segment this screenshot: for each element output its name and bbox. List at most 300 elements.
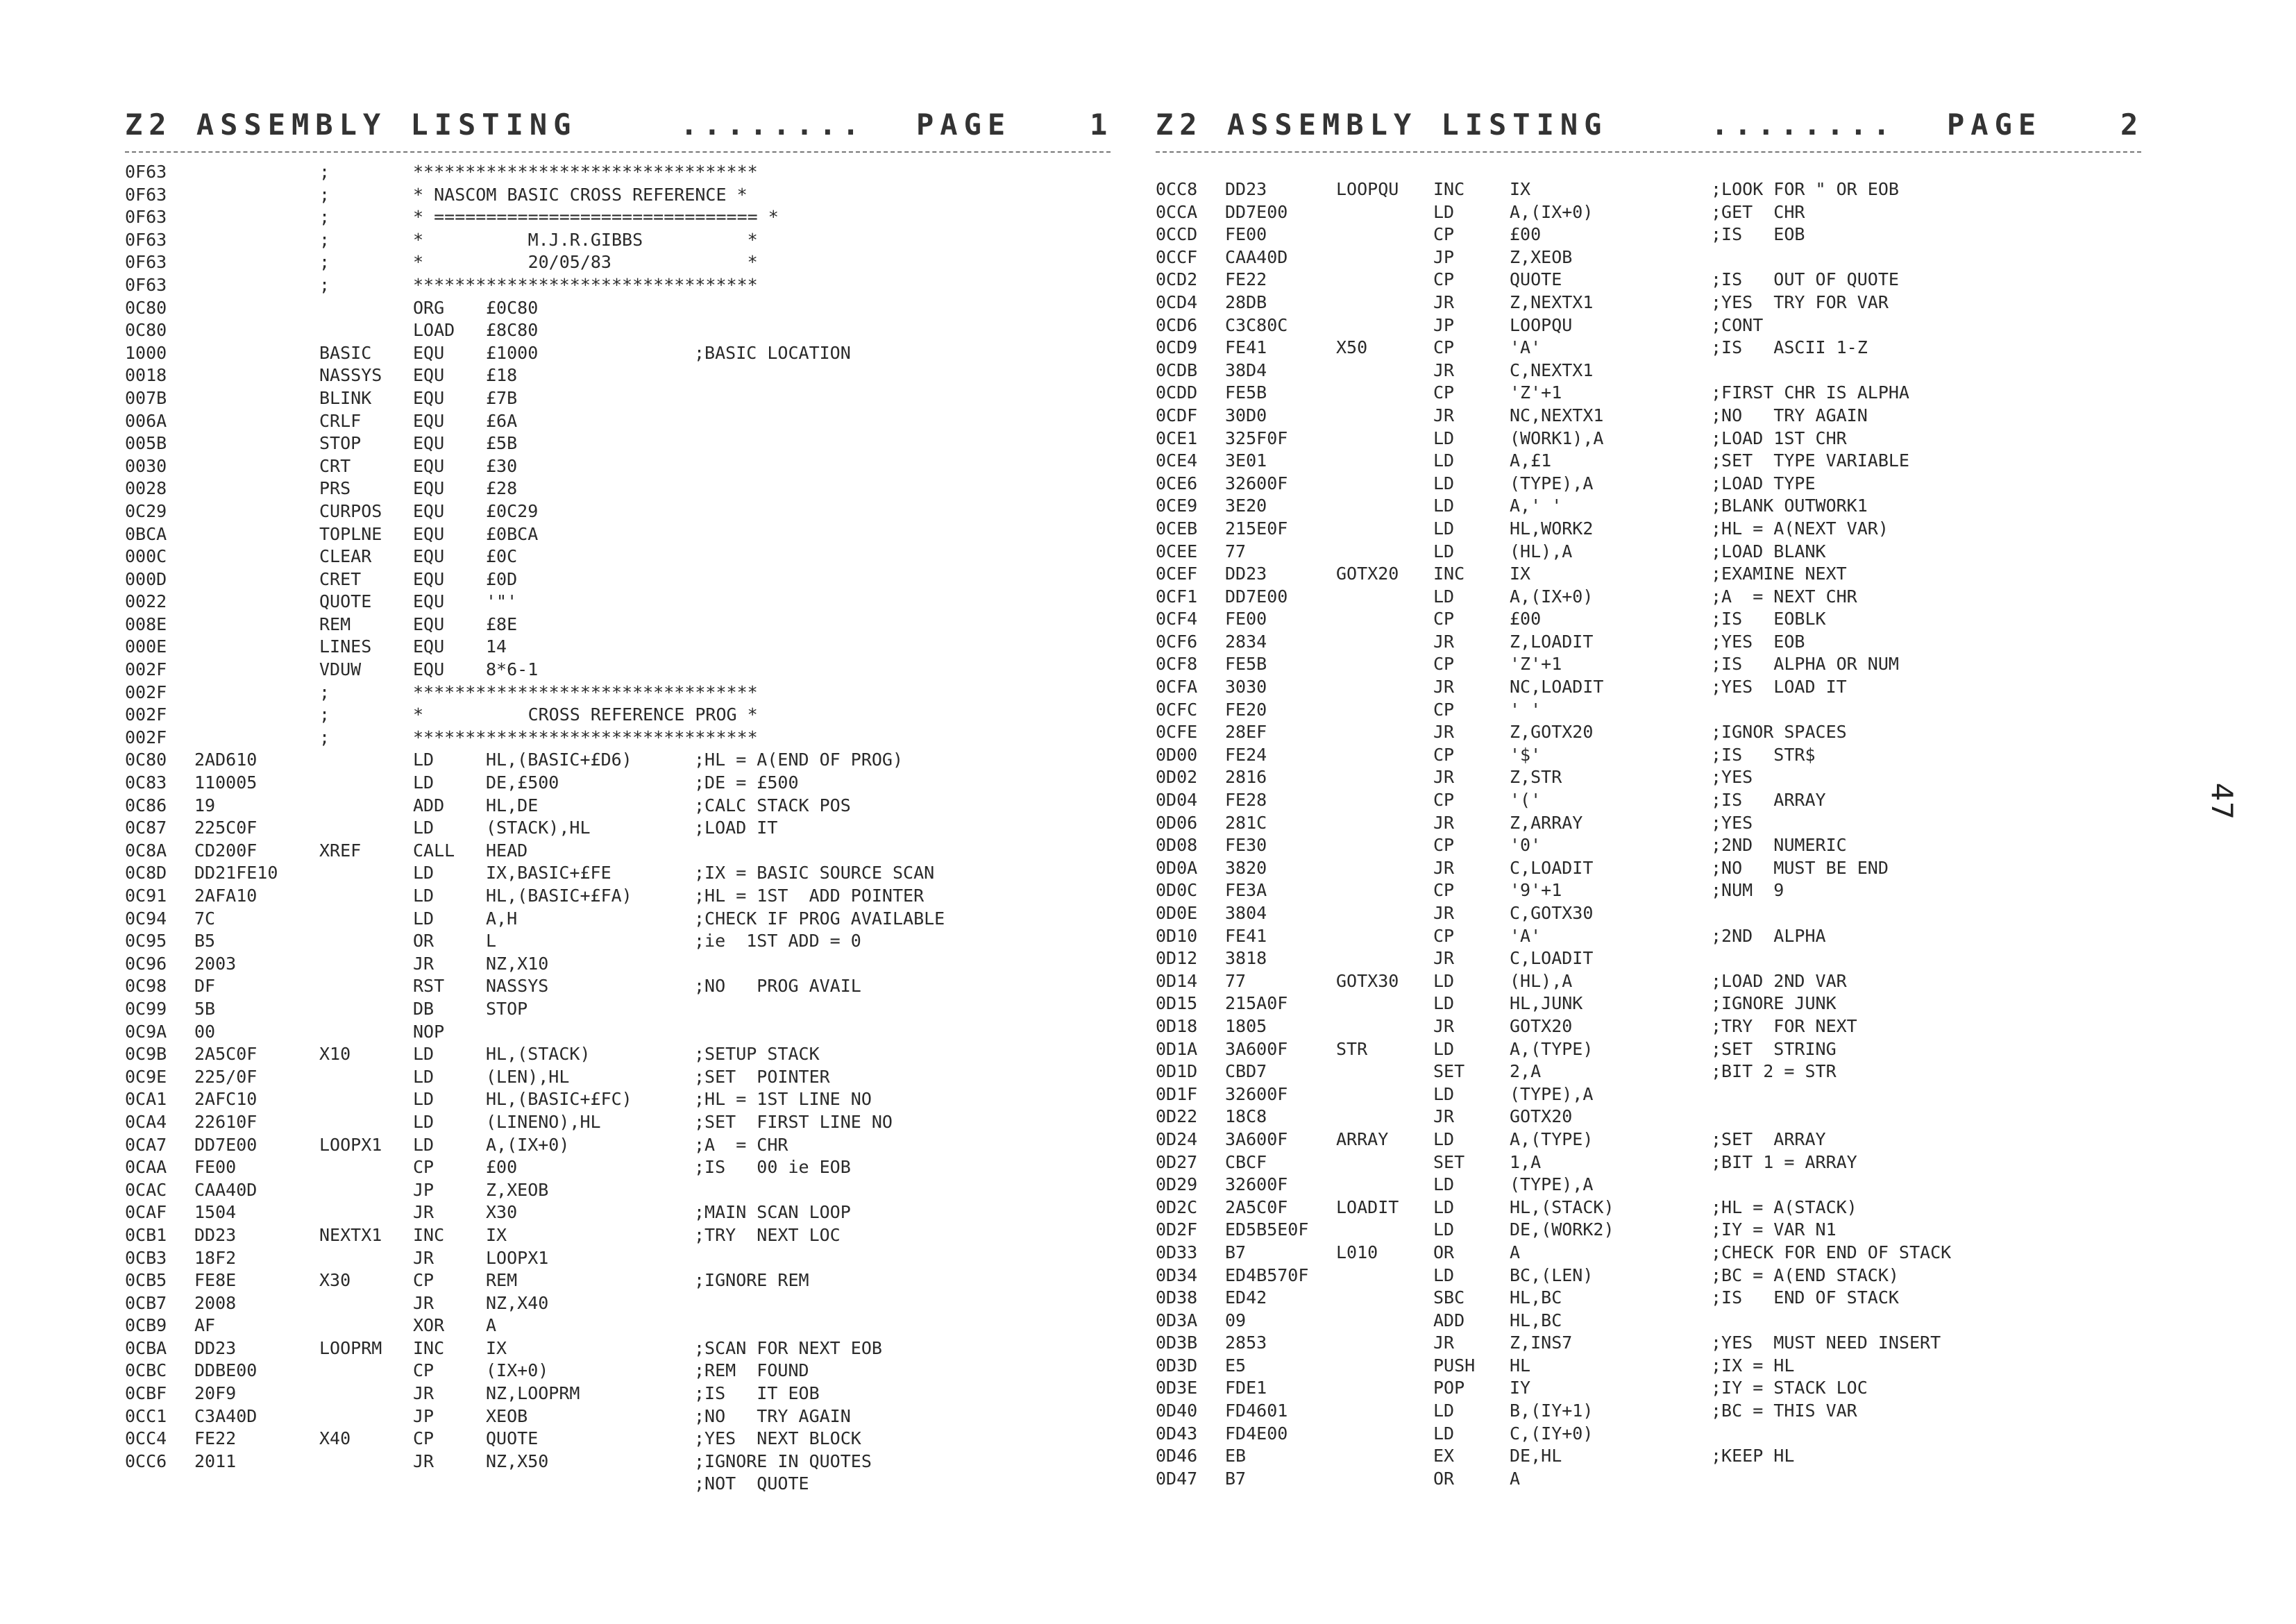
line-address: 0CFC <box>1156 699 1198 720</box>
line-opcode: * CROSS REFERENCE PROG * <box>413 704 758 725</box>
line-operand: £0D <box>486 568 518 589</box>
line-hex-code: 32600F <box>1225 1083 1288 1104</box>
line-hex-code: DD7E00 <box>1225 586 1288 607</box>
line-operand: QUOTE <box>486 1428 539 1449</box>
line-address: 0CD6 <box>1156 314 1198 335</box>
line-comment: ;FIRST CHR IS ALPHA <box>1711 382 1909 403</box>
line-comment: ;YES <box>1711 767 1753 788</box>
line-comment: ;BIT 2 = STR <box>1711 1061 1837 1082</box>
line-operand: 14 <box>486 636 507 657</box>
line-comment: ;DE = £500 <box>694 772 799 793</box>
line-operand: Z,LOADIT <box>1510 631 1594 652</box>
line-address: 0D3B <box>1156 1333 1198 1353</box>
line-address: 0F63 <box>125 184 167 205</box>
line-comment: ;SET FIRST LINE NO <box>694 1111 893 1132</box>
line-comment: ;TRY NEXT LOC <box>694 1224 841 1245</box>
line-hex-code: 30D0 <box>1225 405 1267 425</box>
line-label: CRT <box>319 455 351 476</box>
line-label: STR <box>1336 1038 1368 1059</box>
line-address: 0C94 <box>125 908 167 929</box>
line-opcode: CP <box>1433 925 1455 946</box>
line-hex-code: FD4601 <box>1225 1401 1288 1421</box>
line-opcode: JR <box>1433 857 1455 878</box>
line-hex-code: DD23 <box>194 1224 237 1245</box>
line-operand: '"' <box>486 591 518 612</box>
line-operand: NC,LOADIT <box>1510 677 1604 697</box>
line-hex-code: 1504 <box>194 1202 237 1223</box>
line-hex-code: DD7E00 <box>1225 201 1288 222</box>
line-address: 0F63 <box>125 274 167 295</box>
line-address: 0C86 <box>125 795 167 815</box>
line-operand: Z,GOTX20 <box>1510 722 1594 743</box>
line-operand: A,' ' <box>1510 496 1562 516</box>
line-hex-code: 77 <box>1225 541 1247 561</box>
line-address: 0D06 <box>1156 812 1198 833</box>
line-operand: IX,BASIC+£FE <box>486 863 611 883</box>
line-operand: '$' <box>1510 744 1542 765</box>
line-operand: LOOPQU <box>1510 314 1573 335</box>
line-operand: DE,(WORK2) <box>1510 1219 1614 1240</box>
line-opcode: SET <box>1433 1151 1465 1172</box>
line-label: ; <box>319 682 330 702</box>
line-operand: (TYPE),A <box>1510 1174 1594 1195</box>
line-comment: ;SET TYPE VARIABLE <box>1711 450 1909 471</box>
line-hex-code: 225C0F <box>194 818 258 838</box>
line-hex-code: 3030 <box>1225 677 1267 697</box>
line-operand: IY <box>1510 1378 1531 1398</box>
line-hex-code: 3E01 <box>1225 450 1267 471</box>
line-opcode: CP <box>1433 880 1455 901</box>
line-operand: REM <box>486 1270 518 1291</box>
line-opcode: EQU <box>413 410 445 431</box>
line-operand: (IX+0) <box>486 1360 549 1381</box>
line-hex-code: 3A600F <box>1225 1038 1288 1059</box>
line-address: 0CE1 <box>1156 428 1198 448</box>
line-hex-code: FE3A <box>1225 880 1267 901</box>
line-opcode: EQU <box>413 523 445 544</box>
line-opcode: JP <box>413 1179 434 1200</box>
line-address: 0CBA <box>125 1337 167 1358</box>
line-comment: ;BC = THIS VAR <box>1711 1401 1857 1421</box>
line-operand: C,NEXTX1 <box>1510 360 1594 380</box>
line-operand: L <box>486 931 497 951</box>
line-hex-code: 281C <box>1225 812 1267 833</box>
line-opcode: EQU <box>413 342 445 363</box>
line-operand: IX <box>486 1337 507 1358</box>
line-opcode: LD <box>413 1044 434 1065</box>
line-operand: HL,DE <box>486 795 539 815</box>
line-address: 0D1A <box>1156 1038 1198 1059</box>
line-address: 0D12 <box>1156 948 1198 969</box>
line-operand: A,(IX+0) <box>486 1134 570 1155</box>
line-address: 0D15 <box>1156 993 1198 1014</box>
line-address: 0CA1 <box>125 1089 167 1110</box>
line-comment: ;IS STR$ <box>1711 744 1816 765</box>
line-address: 0D0A <box>1156 857 1198 878</box>
line-operand: HEAD <box>486 840 528 861</box>
line-address: 0CB5 <box>125 1270 167 1291</box>
line-address: 0CD4 <box>1156 291 1198 312</box>
line-comment: ;IS END OF STACK <box>1711 1287 1899 1308</box>
line-hex-code: 32600F <box>1225 1174 1288 1195</box>
line-opcode: JR <box>1433 677 1455 697</box>
line-comment: ;LOAD 1ST CHR <box>1711 428 1847 448</box>
line-opcode: LD <box>413 772 434 793</box>
line-comment: ;LOAD 2ND VAR <box>1711 970 1847 991</box>
line-operand: IX <box>486 1224 507 1245</box>
line-opcode: * =============================== * <box>413 207 779 228</box>
line-operand: HL,(BASIC+£FA) <box>486 886 632 906</box>
line-operand: '9'+1 <box>1510 880 1562 901</box>
line-address: 007B <box>125 387 167 408</box>
line-hex-code: 2008 <box>194 1292 237 1313</box>
line-hex-code: 2816 <box>1225 767 1267 788</box>
line-address: 0C95 <box>125 931 167 951</box>
line-opcode: LD <box>1433 1038 1455 1059</box>
line-opcode: LD <box>1433 496 1455 516</box>
line-hex-code: 2AFA10 <box>194 886 258 906</box>
line-operand: HL,(BASIC+£FC) <box>486 1089 632 1110</box>
line-label: LOOPQU <box>1336 179 1399 199</box>
line-opcode: EQU <box>413 614 445 634</box>
line-hex-code: FE20 <box>1225 699 1267 720</box>
line-label: STOP <box>319 433 362 454</box>
line-hex-code: FD4E00 <box>1225 1423 1288 1444</box>
line-comment: ;CONT <box>1711 314 1764 335</box>
line-address: 0CAC <box>125 1179 167 1200</box>
line-label: XREF <box>319 840 362 861</box>
line-hex-code: 2003 <box>194 953 237 974</box>
line-comment: ;LOAD BLANK <box>1711 541 1826 561</box>
line-address: 0C91 <box>125 886 167 906</box>
line-operand: £00 <box>1510 224 1542 245</box>
line-opcode: CP <box>1433 654 1455 675</box>
line-operand: £28 <box>486 478 518 499</box>
line-opcode: JR <box>1433 812 1455 833</box>
line-hex-code: 215A0F <box>1225 993 1288 1014</box>
line-opcode: JP <box>1433 314 1455 335</box>
line-hex-code: FE5B <box>1225 654 1267 675</box>
line-address: 0D04 <box>1156 790 1198 811</box>
line-hex-code: 7C <box>194 908 216 929</box>
line-operand: £0C29 <box>486 500 539 521</box>
line-operand: '0' <box>1510 835 1542 856</box>
line-label: GOTX30 <box>1336 970 1399 991</box>
line-comment: ;IS IT EOB <box>694 1383 820 1404</box>
line-comment: ;SET STRING <box>1711 1038 1837 1059</box>
line-operand: Z,XEOB <box>486 1179 549 1200</box>
line-opcode: ADD <box>413 795 445 815</box>
line-address: 0D2F <box>1156 1219 1198 1240</box>
line-operand: (STACK),HL <box>486 818 591 838</box>
line-comment: ;MAIN SCAN LOOP <box>694 1202 851 1223</box>
listing-title: Z2 ASSEMBLY LISTING <box>1156 108 1608 142</box>
line-address: 0D02 <box>1156 767 1198 788</box>
line-operand: 'Z'+1 <box>1510 654 1562 675</box>
line-comment: ;REM FOUND <box>694 1360 809 1381</box>
line-comment: ;LOAD IT <box>694 818 778 838</box>
line-operand: £0C <box>486 546 518 567</box>
line-hex-code: DD21FE10 <box>194 863 278 883</box>
header-dots: ........ <box>680 108 866 142</box>
line-comment: ;IS ARRAY <box>1711 790 1826 811</box>
line-operand: 'Z'+1 <box>1510 382 1562 403</box>
line-opcode: JR <box>413 1450 434 1471</box>
line-label: CURPOS <box>319 500 382 521</box>
line-opcode: ********************************* <box>413 274 758 295</box>
line-opcode: ********************************* <box>413 162 758 182</box>
line-comment: ;IS OUT OF QUOTE <box>1711 269 1899 290</box>
line-address: 008E <box>125 614 167 634</box>
line-opcode: CP <box>1433 835 1455 856</box>
line-opcode: INC <box>413 1337 445 1358</box>
line-hex-code: FE22 <box>194 1428 237 1449</box>
line-address: 0CEB <box>1156 518 1198 539</box>
line-hex-code: 3E20 <box>1225 496 1267 516</box>
line-address: 0D34 <box>1156 1264 1198 1285</box>
line-opcode: * 20/05/83 * <box>413 252 758 273</box>
line-hex-code: AF <box>194 1315 216 1336</box>
line-opcode: CP <box>1433 790 1455 811</box>
line-label: CRLF <box>319 410 362 431</box>
line-operand: 1,A <box>1510 1151 1542 1172</box>
line-label: LOADIT <box>1336 1196 1399 1217</box>
line-address: 0D0C <box>1156 880 1198 901</box>
line-hex-code: CBD7 <box>1225 1061 1267 1082</box>
line-address: 0CEF <box>1156 564 1198 584</box>
line-hex-code: CAA40D <box>194 1179 258 1200</box>
line-opcode: LD <box>1433 1128 1455 1149</box>
line-operand: DE,£500 <box>486 772 559 793</box>
line-opcode: LD <box>1433 541 1455 561</box>
line-hex-code: 2AFC10 <box>194 1089 258 1110</box>
line-address: 0CDD <box>1156 382 1198 403</box>
line-operand: GOTX20 <box>1510 1106 1573 1127</box>
line-operand: HL,WORK2 <box>1510 518 1594 539</box>
line-comment: ;KEEP HL <box>1711 1446 1795 1466</box>
line-address: 0D2C <box>1156 1196 1198 1217</box>
line-hex-code: 3A600F <box>1225 1128 1288 1149</box>
line-label: X30 <box>319 1270 351 1291</box>
line-opcode: LD <box>413 1066 434 1087</box>
line-label: QUOTE <box>319 591 372 612</box>
line-address: 0C9A <box>125 1021 167 1042</box>
line-hex-code: 19 <box>194 795 216 815</box>
line-hex-code: 2AD610 <box>194 750 258 770</box>
line-address: 0C87 <box>125 818 167 838</box>
line-address: 0CA4 <box>125 1111 167 1132</box>
line-comment: ;HL = A(END OF PROG) <box>694 750 904 770</box>
line-address: 0CAF <box>125 1202 167 1223</box>
line-address: 0CFE <box>1156 722 1198 743</box>
line-hex-code: 225/0F <box>194 1066 258 1087</box>
line-opcode: POP <box>1433 1378 1465 1398</box>
line-operand: HL,(STACK) <box>1510 1196 1614 1217</box>
line-address: 0D18 <box>1156 1015 1198 1036</box>
line-hex-code: CAA40D <box>1225 246 1288 267</box>
line-opcode: DB <box>413 998 434 1019</box>
line-opcode: EQU <box>413 478 445 499</box>
line-address: 0C9B <box>125 1044 167 1065</box>
line-address: 0F63 <box>125 207 167 228</box>
line-hex-code: 3804 <box>1225 903 1267 923</box>
line-hex-code: ED42 <box>1225 1287 1267 1308</box>
line-label: ; <box>319 274 330 295</box>
line-opcode: LD <box>1433 1423 1455 1444</box>
line-comment: ;2ND ALPHA <box>1711 925 1826 946</box>
line-label: VDUW <box>319 659 362 680</box>
line-comment: ;BC = A(END STACK) <box>1711 1264 1899 1285</box>
line-address: 0D3A <box>1156 1310 1198 1330</box>
page-number: 1 <box>1090 108 1108 142</box>
line-address: 0F63 <box>125 162 167 182</box>
line-operand: £1000 <box>486 342 539 363</box>
line-opcode: LD <box>1433 201 1455 222</box>
line-operand: Z,ARRAY <box>1510 812 1583 833</box>
line-comment: ;IY = STACK LOC <box>1711 1378 1868 1398</box>
line-operand: A <box>486 1315 497 1336</box>
line-comment: ;HL = 1ST ADD POINTER <box>694 886 925 906</box>
line-opcode: EQU <box>413 500 445 521</box>
line-address: 0C8D <box>125 863 167 883</box>
line-address: 0D10 <box>1156 925 1198 946</box>
line-address: 0D3D <box>1156 1355 1198 1376</box>
line-opcode: * M.J.R.GIBBS * <box>413 229 758 250</box>
line-comment: ;NUM 9 <box>1711 880 1784 901</box>
line-address: 0D46 <box>1156 1446 1198 1466</box>
line-hex-code: ED4B570F <box>1225 1264 1309 1285</box>
line-address: 0D43 <box>1156 1423 1198 1444</box>
line-address: 002F <box>125 682 167 702</box>
line-opcode: JR <box>1433 722 1455 743</box>
line-operand: GOTX20 <box>1510 1015 1573 1036</box>
line-operand: NZ,X40 <box>486 1292 549 1313</box>
line-comment: ;CALC STACK POS <box>694 795 851 815</box>
line-address: 0CCF <box>1156 246 1198 267</box>
line-comment: ;A = NEXT CHR <box>1711 586 1857 607</box>
line-opcode: JR <box>1433 1333 1455 1353</box>
line-hex-code: C3A40D <box>194 1405 258 1426</box>
line-opcode: JP <box>413 1405 434 1426</box>
line-address: 0CE4 <box>1156 450 1198 471</box>
line-address: 0CF6 <box>1156 631 1198 652</box>
line-address: 0D00 <box>1156 744 1198 765</box>
line-address: 0CAA <box>125 1157 167 1178</box>
line-opcode: LD <box>1433 473 1455 493</box>
line-address: 0D38 <box>1156 1287 1198 1308</box>
line-opcode: JR <box>1433 360 1455 380</box>
line-comment: ;YES EOB <box>1711 631 1805 652</box>
line-opcode: CP <box>1433 699 1455 720</box>
line-operand: A,(TYPE) <box>1510 1038 1594 1059</box>
line-hex-code: 28DB <box>1225 291 1267 312</box>
line-opcode: OR <box>1433 1242 1455 1262</box>
line-comment: ;NOT QUOTE <box>694 1473 809 1494</box>
line-address: 0022 <box>125 591 167 612</box>
line-operand: NASSYS <box>486 976 549 997</box>
line-opcode: LD <box>1433 1083 1455 1104</box>
line-address: 1000 <box>125 342 167 363</box>
line-address: 0CDF <box>1156 405 1198 425</box>
line-operand: (HL),A <box>1510 970 1573 991</box>
line-opcode: LD <box>1433 450 1455 471</box>
line-opcode: EQU <box>413 659 445 680</box>
line-operand: Z,NEXTX1 <box>1510 291 1594 312</box>
line-operand: A,(IX+0) <box>1510 201 1594 222</box>
line-comment: ;TRY FOR NEXT <box>1711 1015 1857 1036</box>
line-comment: ;BIT 1 = ARRAY <box>1711 1151 1857 1172</box>
line-label: ARRAY <box>1336 1128 1389 1149</box>
line-label: CLEAR <box>319 546 372 567</box>
line-hex-code: 18F2 <box>194 1247 237 1268</box>
line-opcode: LD <box>1433 518 1455 539</box>
line-opcode: LD <box>413 750 434 770</box>
line-comment: ;IS 00 ie EOB <box>694 1157 851 1178</box>
line-operand: 2,A <box>1510 1061 1542 1082</box>
line-comment: ;YES LOAD IT <box>1711 677 1847 697</box>
line-comment: ;GET CHR <box>1711 201 1805 222</box>
listing-title: Z2 ASSEMBLY LISTING <box>125 108 577 142</box>
line-opcode: JP <box>1433 246 1455 267</box>
line-opcode: LD <box>413 908 434 929</box>
line-comment: ;LOAD TYPE <box>1711 473 1816 493</box>
line-operand: Z,STR <box>1510 767 1562 788</box>
line-address: 0018 <box>125 365 167 386</box>
line-operand: STOP <box>486 998 528 1019</box>
line-operand: (WORK1),A <box>1510 428 1604 448</box>
line-address: 0D0E <box>1156 903 1198 923</box>
line-hex-code: DD7E00 <box>194 1134 258 1155</box>
line-address: 000E <box>125 636 167 657</box>
line-operand: (HL),A <box>1510 541 1573 561</box>
line-address: 0CB1 <box>125 1224 167 1245</box>
line-operand: (LEN),HL <box>486 1066 570 1087</box>
line-operand: NZ,X10 <box>486 953 549 974</box>
line-hex-code: FDE1 <box>1225 1378 1267 1398</box>
line-opcode: SBC <box>1433 1287 1465 1308</box>
line-operand: A,(TYPE) <box>1510 1128 1594 1149</box>
line-operand: A <box>1510 1468 1521 1489</box>
line-comment: ;SCAN FOR NEXT EOB <box>694 1337 882 1358</box>
line-opcode: EQU <box>413 433 445 454</box>
line-operand: A,H <box>486 908 518 929</box>
line-opcode: OR <box>1433 1468 1455 1489</box>
line-opcode: JR <box>413 953 434 974</box>
line-operand: B,(IY+1) <box>1510 1401 1594 1421</box>
line-comment: ;A = CHR <box>694 1134 788 1155</box>
line-address: 002F <box>125 704 167 725</box>
line-opcode: ********************************* <box>413 682 758 702</box>
line-operand: NZ,X50 <box>486 1450 549 1471</box>
line-opcode: LOAD <box>413 320 455 341</box>
line-comment: ;CHECK FOR END OF STACK <box>1711 1242 1952 1262</box>
line-comment: ;NO TRY AGAIN <box>694 1405 851 1426</box>
line-opcode: JR <box>1433 1106 1455 1127</box>
line-label: NEXTX1 <box>319 1224 382 1245</box>
line-opcode: LD <box>1433 1196 1455 1217</box>
line-opcode: SET <box>1433 1061 1465 1082</box>
line-hex-code: 18C8 <box>1225 1106 1267 1127</box>
line-address: 0CBF <box>125 1383 167 1404</box>
line-address: 0F63 <box>125 229 167 250</box>
line-operand: BC,(LEN) <box>1510 1264 1594 1285</box>
line-address: 0CFA <box>1156 677 1198 697</box>
line-address: 0D27 <box>1156 1151 1198 1172</box>
line-hex-code: EB <box>1225 1446 1247 1466</box>
line-address: 0C83 <box>125 772 167 793</box>
line-opcode: ********************************* <box>413 727 758 747</box>
line-opcode: JR <box>413 1202 434 1223</box>
